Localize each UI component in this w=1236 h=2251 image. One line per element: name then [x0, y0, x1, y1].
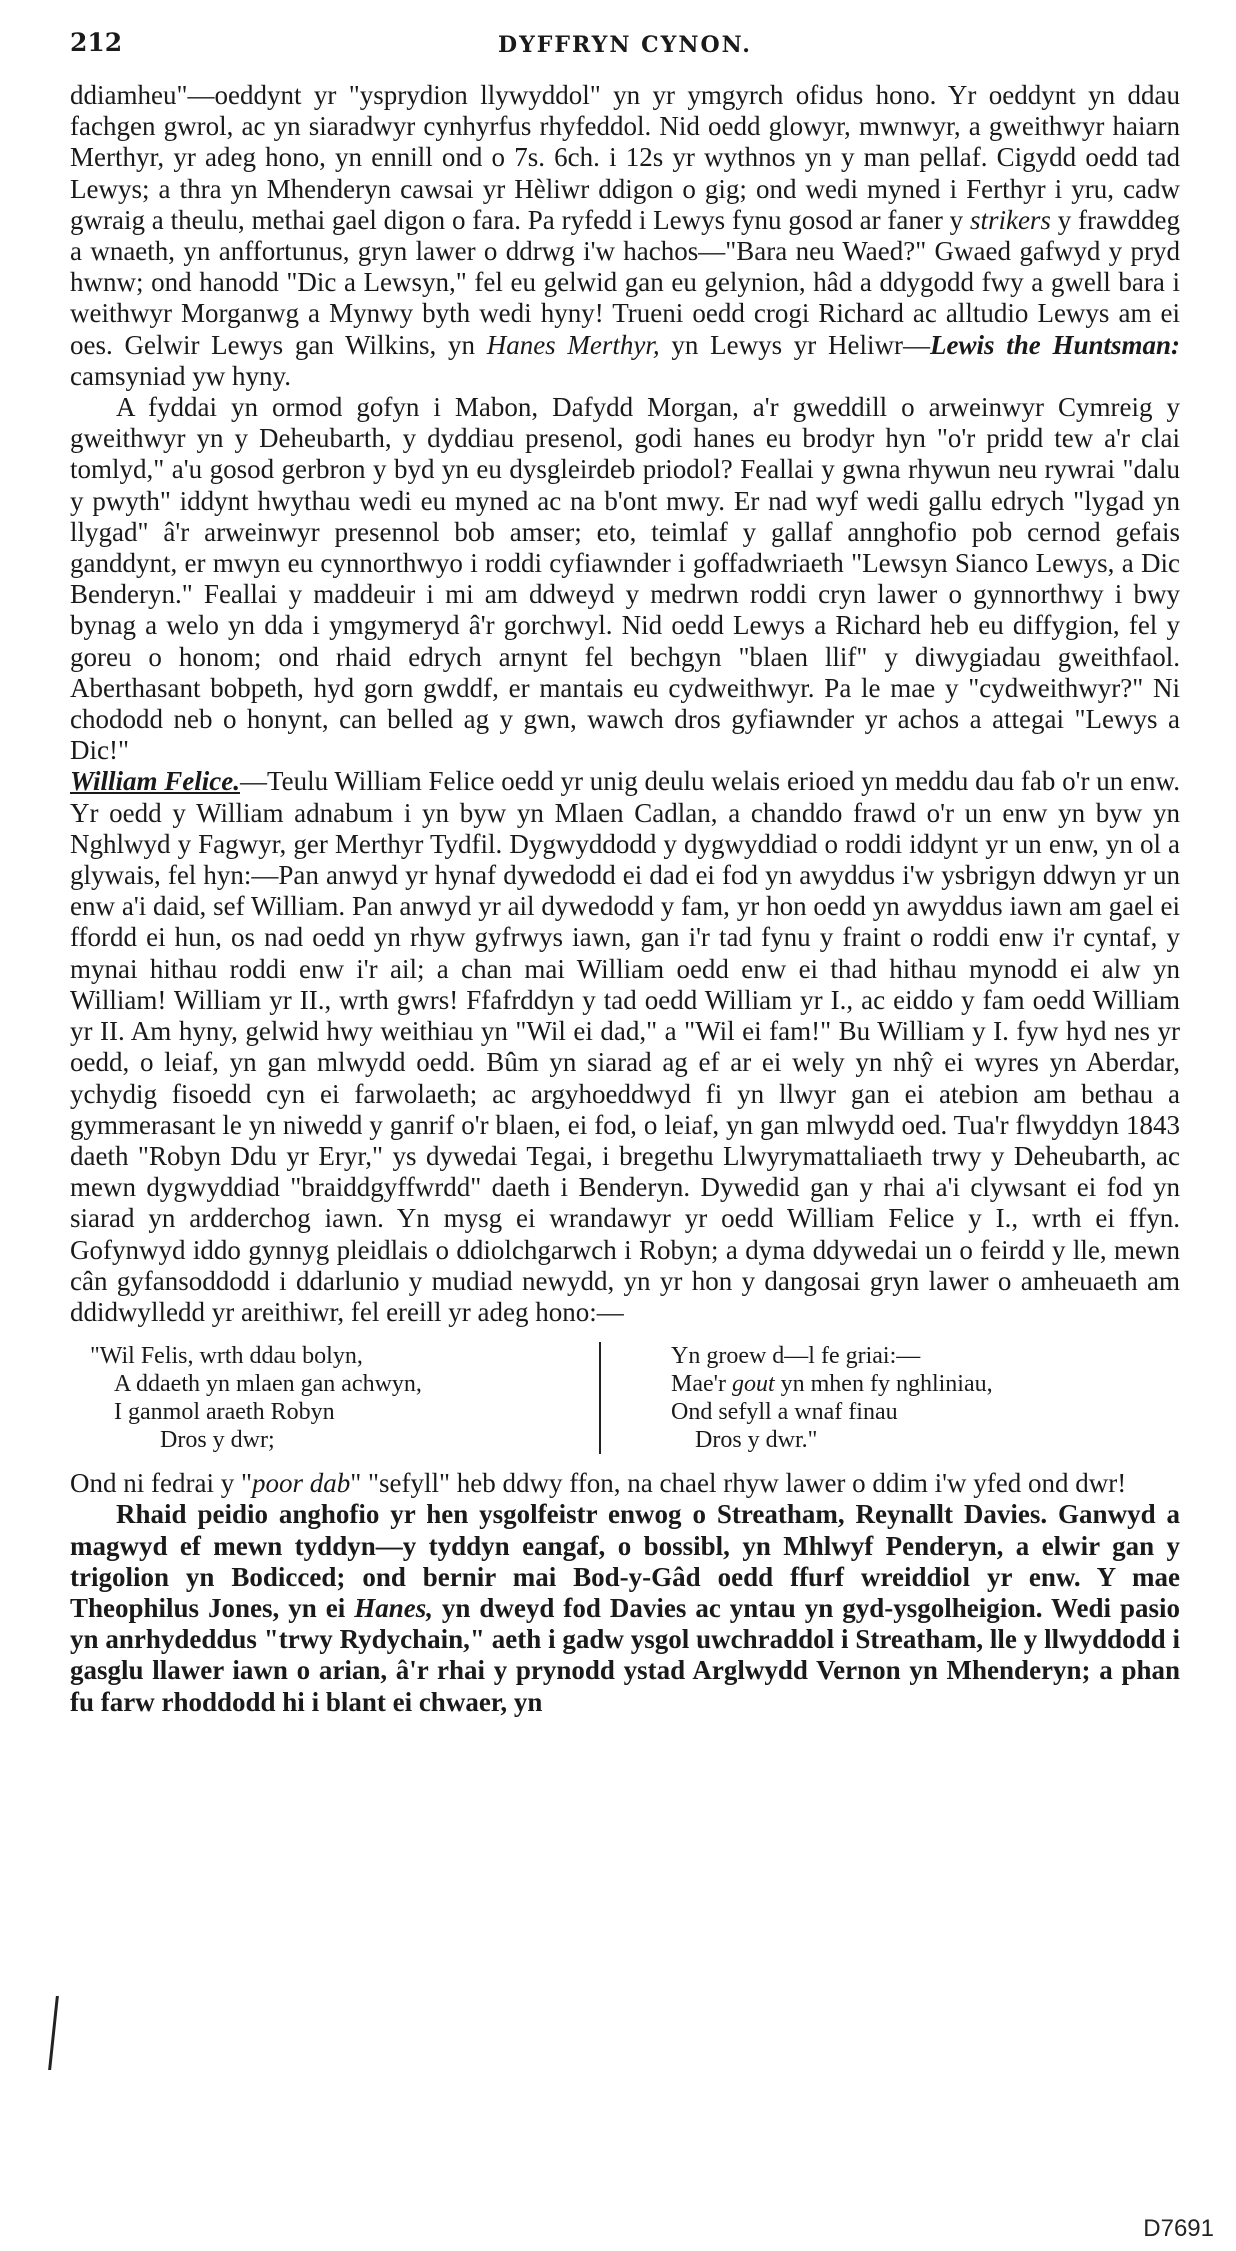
italic-text: poor dab [251, 1468, 351, 1499]
text-run: ddiamheu"—oeddynt yr "ysprydion llywyddol" yn yr ymgyrch ofidus hono. Yr oeddynt yn ddau fachgen gwrol, ac yn siaradwyr cynhyrfus rhyfeddol. Nid oedd glowyr, mwnwyr, a gweithwyr haiarn Merthyr, yr adeg hono, yn ennill ond o 7s. 6ch. i 12s yr wythnos yn y man pellaf. Cigydd oedd tad Lewys; a thra yn Mhenderyn cawsai yr Hèliwr ddigon o gig; ond wedi myned i Ferthyr i yru, cadw gwraig a theulu, methai gael digon o fara. Pa ryfedd i Lewys fynu gosod ar faner y [70, 80, 1180, 235]
italic-text: gout [731, 1371, 775, 1398]
italic-text: strikers [969, 204, 1051, 235]
poem-line [90, 1370, 599, 1398]
italic-bold-text: Lewis the Huntsman: [930, 329, 1180, 360]
text-run: —Teulu William Felice oedd yr unig deulu welais erioed yn meddu dau fab o'r un enw. Yr oedd y William adnabum i yn byw yn Mlaen Cadlan, a chanddo frawd o'r un enw yn byw yn Nghlwyd y Fagwyr, ger Merthyr Tydfil. Dygwyddodd y dygwyddiad o roddi iddynt yr un enw, yn ol a glywais, fel hyn:—Pan anwyd yr hynaf dywedodd ei dad ei fod yn awyddus i'w ysbrigyn ddwyn yr un enw a'i daid, sef William. Pan anwyd yr ail dywedodd y fam, yr hon oedd yn awyddus iawn am gael ei ffordd ei hun, os nad oedd yn rhyw gyfrwys iawn, gan i'r tad fynu y fraint o roddi enw i'r cyntaf, y mynai hithau roddi enw i'r ail; a chan mai William oedd enw ei thad hithau mynodd ei alw yn William! William yr II., wrth gwrs! Ffafrddyn y tad oedd William yr I., ac eiddo y fam oedd William yr II. Am hyny, gelwid hwy weithiau yn "Wil ei dad," a "Wil ei fam!" Bu William y I. fyw hyd nes yr oedd, o leiaf, yn gan mlwydd oedd. Bûm yn siarad ag ef ar ei wely yn nhŷ ei wyres yn Aberdar, ychydig fisoedd cyn ei farwolaeth; ac argyhoeddwyd fi yn llwyr gan ei atebion am bethau a gymmerasant le yn niwedd y ganrif o'r blaen, ei fod, o leiaf, yn gan mlwydd oed. Tua'r flwyddyn 1843 daeth "Robyn Ddu yr Eryr," ys dywedai Tegai, i bregethu Llwyrymattaliaeth trwy y Deheubarth, ac mewn dygwyddiad "braiddgyffwrdd" daeth i Benderyn. Dywedid gan y rhai a'i clywsant ei fod yn siarad yn ardderchog iawn. Yn mysg ei wrandawyr yr oedd William Felice y I., wrth ei ffyn. Gofynwyd iddo gynnyg pleidlais o ddiolchgarwch i Robyn; a dyma ddywedai un o feirdd y lle, mewn cân gyfansoddodd i ddarlunio y mudiad newydd, yn yr hon y dangosai gryn lawer o amheuaeth am ddidwylledd yr areithiwr, fel ereill yr adeg hono:— [70, 766, 1180, 1327]
poem-text: Yn groew d—l fe griai:— [671, 1343, 921, 1370]
poem [90, 1342, 1180, 1454]
page-number: 212 [70, 28, 123, 57]
text-run: yn Lewys yr Heliwr— [659, 329, 930, 360]
text-run: Ond ni fedrai y " [70, 1468, 252, 1499]
poem-text: yn mhen fy nghliniau, [774, 1371, 993, 1398]
poem-line [671, 1342, 1180, 1370]
poem-text: Dros y dwr." [695, 1427, 818, 1454]
poem-line [90, 1342, 599, 1370]
poem-line [671, 1426, 1180, 1454]
paragraph [70, 1499, 1180, 1717]
italic-text: Hanes Merthyr, [486, 329, 660, 360]
poem-text: Dros y dwr; [160, 1427, 275, 1454]
reference-code: D7691 [1143, 2215, 1214, 2242]
poem-line [90, 1398, 599, 1426]
paragraph [70, 766, 1180, 1328]
paragraph [70, 80, 1180, 392]
margin-mark [48, 1996, 65, 2070]
paragraphs-top [70, 80, 1180, 1328]
poem-line [671, 1398, 1180, 1426]
text-run: camsyniad yw hyny. [70, 360, 291, 391]
poem-left-column [90, 1342, 599, 1454]
text-run: y frawddeg a wnaeth, yn anffortunus, gryn lawer o ddrwg i'w hachos—"Bara neu Waed?" Gwaed gafwyd y pryd hwnw; ond hanodd "Dic a Lewsyn," fel eu gelwid gan eu gelynion, hâd a ddygodd fwy a gwell bara i weithwyr Morganwg a Mynwy byth wedi hyny! Trueni oedd crogi Richard ac alltudio Lewys am ei oes. Gelwir Lewys gan Wilkins, yn [70, 204, 1180, 360]
page-header [70, 28, 1180, 68]
poem-text: "Wil Felis, wrth ddau bolyn, [90, 1343, 363, 1370]
poem-text: A ddaeth yn mlaen gan achwyn, [114, 1371, 422, 1398]
text-run: Rhaid peidio anghofio yr hen ysgolfeistr enwog o Streatham, Reynallt Davies. Ganwyd a magwyd ef mewn tyddyn—y tyddyn eangaf, o bossibl, yn Mhlwyf Penderyn, a elwir gan y trigolion yn Bodicced; ond bernir mai Bod-y-Gâd oedd ffurf wreiddiol yr enw. Y mae Theophilus Jones, yn ei [70, 1499, 1180, 1623]
poem-line [90, 1426, 599, 1454]
page [70, 28, 1180, 1718]
italic-text: Hanes, [354, 1592, 433, 1623]
text-run: A fyddai yn ormod gofyn i Mabon, Dafydd Morgan, a'r gweddill o arweinwyr Cymreig y gweithwyr yn y Deheubarth, y dyddiau presenol, godi hanes eu brodyr hyn "o'r pridd tew a'r clai tomlyd," a'u gosod gerbron y byd yn eu dysgleirdeb priodol? Feallai y gwna rhywun neu rywrai "dalu y pwyth" iddynt hwythau wedi eu myned ac na b'ont mwy. Er nad wyf wedi gallu edrych "lygad yn llygad" â'r arweinwyr presennol bob amser; eto, teimlaf y gallaf annghofio pob cernod gefais ganddynt, er mwyn eu cynnorthwyo i roddi cyfiawnder i goffadwriaeth "Lewsyn Sianco Lewys, a Dic Benderyn." Feallai y maddeuir i mi am ddweyd y medrwn roddi cryn lawer o gynnorthwy i bwy bynag a welo yn dda i ymgymeryd â'r gorchwyl. Nid oedd Lewys a Richard heb eu diffygion, fel y goreu o honom; ond rhaid edrych arnynt fel bechgyn "blaen llif" y diwygiadau gweithfaol. Aberthasant bobpeth, hyd gorn gwddf, er mantais eu cydweithwyr. Pa le mae y "cydweithwyr?" Ni chododd neb o honynt, can belled ag y gwn, wawch dros gyfiawnder yr achos a attegai "Lewys a Dic!" [70, 392, 1180, 766]
body-text [70, 80, 1180, 1718]
running-head: DYFFRYN CYNON. [498, 32, 752, 58]
paragraphs-bottom [70, 1468, 1180, 1718]
paragraph [70, 1468, 1180, 1499]
poem-right-column [599, 1342, 1180, 1454]
poem-text: I ganmol araeth Robyn [114, 1399, 335, 1426]
paragraph [70, 392, 1180, 766]
poem-line [671, 1370, 1180, 1398]
poem-text: Ond sefyll a wnaf finau [671, 1399, 898, 1426]
text-run: " "sefyll" heb ddwy ffon, na chael rhyw lawer o ddim i'w yfed ond dwr! [350, 1468, 1127, 1499]
text-run: yn dweyd fod Davies ac yntau yn gyd-ysgolheigion. Wedi pasio yn anrhydeddus "trwy Rydychain," aeth i gadw ysgol uwchraddol i Streatham, lle y llwyddodd i gasglu llawer iawn o arian, â'r rhai y prynodd ystad Arglwydd Vernon yn Mhenderyn; a phan fu farw rhoddodd hi i blant ei chwaer, yn [70, 1592, 1181, 1717]
poem-text: Mae'r [671, 1371, 732, 1398]
section-heading: William Felice. [70, 766, 240, 797]
